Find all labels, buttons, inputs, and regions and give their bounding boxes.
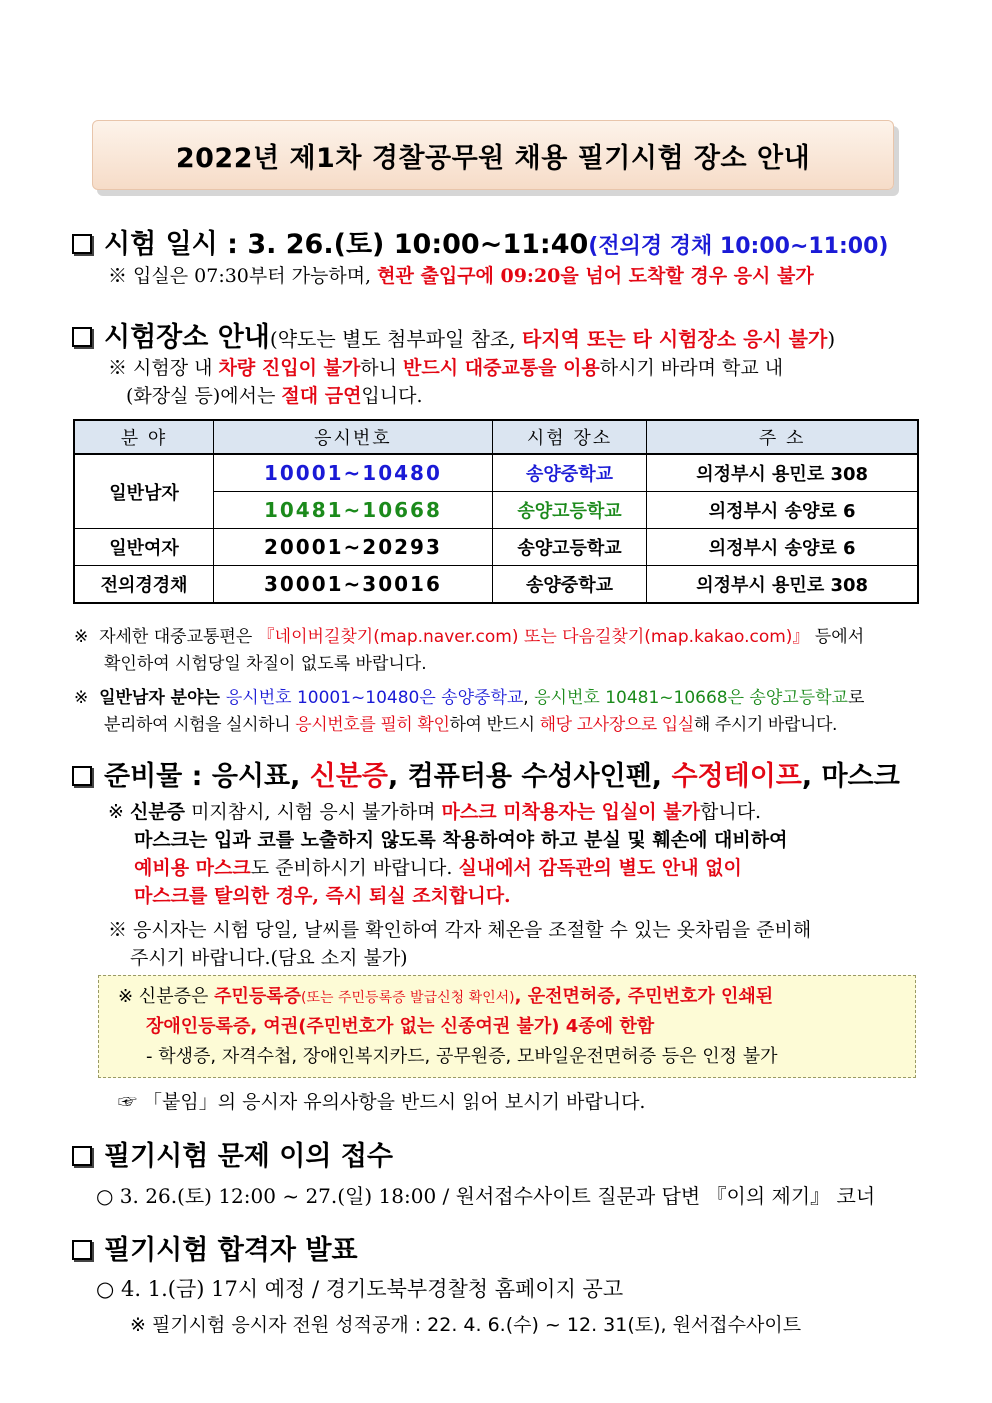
objection-item: [96, 1180, 875, 1209]
supplies-label: 준비물 : 응시표,: [104, 761, 310, 792]
id-box-red-small: (또는 주민등록증 발급신청 확인서): [301, 990, 515, 1006]
cell-field: 전의경경채: [74, 566, 214, 604]
male-split-note-line2: [104, 712, 837, 738]
section-supplies: [72, 754, 900, 793]
section-exam-datetime: [72, 222, 888, 261]
supplies-note-text: 주시기 바랍니다.(담요 소지 불가): [130, 947, 408, 969]
cell-number: 10001~10480: [214, 454, 493, 492]
venue-note-text: 하시기 바라며 학교 내: [599, 357, 784, 379]
cell-place: 송양고등학교: [492, 492, 647, 529]
exam-datetime-label: 시험 일시 : 3. 26.(토) 10:00~11:40: [104, 229, 589, 260]
section-objection: [72, 1134, 393, 1173]
cell-address: 의정부시 용민로 308: [647, 566, 918, 604]
section-venue-guide: [72, 315, 835, 354]
checkbox-square-icon: [72, 1240, 92, 1260]
transit-note: [74, 624, 864, 650]
supplies-label-red: 수정테이프: [671, 761, 802, 792]
page-title-text: 2022년 제1차 경찰공무원 채용 필기시험 장소 안내: [175, 142, 811, 174]
venue-note-red: 차량 진입이 불가: [218, 357, 361, 379]
male-note-text: 해 주시기 바랍니다.: [693, 715, 838, 735]
cell-number: 30001~30016: [214, 566, 493, 604]
checkbox-square-icon: [72, 1146, 92, 1166]
supplies-note-text: ※: [108, 801, 130, 823]
venue-paren-red: 타지역 또는 타 시험장소 응시 불가: [522, 327, 828, 351]
venue-paren-close: ): [827, 327, 836, 351]
venue-note-text: 입니다.: [361, 385, 423, 407]
header-number: 응시번호: [214, 420, 493, 454]
venue-note-text: (화장실 등)에서는: [126, 385, 282, 407]
supplies-note-text: 마스크는 입과 코를 노출하지 않도록 착용하여야 하고 분실 및 훼손에 대비하여: [134, 829, 788, 851]
male-note-green: 응시번호 10481~10668은 송양고등학교: [534, 688, 848, 708]
id-box-red: 주민등록증: [214, 986, 302, 1007]
id-box-red: , 운전면허증, 주민번호가 인쇄된: [514, 986, 774, 1007]
supplies-note-text: ※ 응시자는 시험 당일, 날씨를 확인하여 각자 체온을 조절할 수 있는 옷차림을 준비해: [108, 919, 812, 941]
entry-time-note: [108, 262, 814, 290]
male-note-red: 응시번호를 필히 확인: [295, 715, 450, 735]
male-note-text: 하여 반드시: [449, 715, 540, 735]
checkbox-square-icon: [72, 234, 92, 254]
cell-number: 20001~20293: [214, 529, 493, 566]
male-note-text: 분리하여 시험을 실시하니: [104, 715, 296, 735]
supplies-note-text: 합니다.: [699, 801, 762, 823]
supplies-note2-line2: [130, 944, 408, 972]
cell-address: 의정부시 송양로 6: [647, 492, 918, 529]
announcement-item-text: ○ 4. 1.(금) 17시 예정 / 경기도북부경찰청 홈페이지 공고: [96, 1277, 624, 1301]
transit-note-red: 『네이버길찾기(map.naver.com) 또는 다음길찾기(map.kakao.com)』: [257, 627, 810, 647]
cell-field: 일반남자: [74, 454, 214, 529]
transit-note-text: 등에서: [814, 627, 865, 647]
venue-table: [73, 419, 919, 604]
id-box-red: 장애인등록증, 여권(주민번호가 없는 신종여권 불가) 4종에 한함: [146, 1016, 655, 1037]
cell-address: 의정부시 송양로 6: [647, 529, 918, 566]
header-address: 주 소: [647, 420, 918, 454]
note-mark: ※: [74, 688, 89, 708]
exam-datetime-extra: (전의경 경채 10:00~11:00): [588, 234, 889, 259]
table-row: [74, 529, 918, 566]
supplies-note1-line4: [134, 882, 511, 910]
supplies-label: , 컴퓨터용 수성사인펜,: [388, 761, 672, 792]
supplies-note-text: 미지참시, 시험 응시 불가하며: [185, 801, 442, 823]
venue-paren-open: (약도는 별도 첨부파일 참조,: [269, 327, 523, 351]
entry-note-red: 현관 출입구에 09:20을 넘어 도착할 경우 응시 불가: [377, 265, 814, 287]
attachment-note-text: ☞ 「붙임」의 응시자 유의사항을 반드시 읽어 보시기 바랍니다.: [118, 1091, 646, 1113]
supplies-note-bold: 신분증: [129, 801, 186, 823]
cell-field: 일반여자: [74, 529, 214, 566]
checkbox-square-icon: [72, 766, 92, 786]
header-place: 시험 장소: [492, 420, 647, 454]
male-note-blue: 응시번호 10001~10480은 송양중학교: [225, 688, 524, 708]
male-note-text: 일반남자 분야는: [99, 688, 226, 708]
announcement-label: 필기시험 합격자 발표: [104, 1235, 358, 1266]
announcement-note: [130, 1310, 801, 1337]
male-note-red: 해당 고사장으로 입실: [539, 715, 694, 735]
id-box-line3: [146, 1044, 778, 1070]
checkbox-square-icon: [72, 327, 92, 347]
cell-place: 송양중학교: [492, 566, 647, 604]
note-mark: ※: [74, 627, 89, 647]
cell-address: 의정부시 용민로 308: [647, 454, 918, 492]
supplies-note2-line1: [108, 916, 811, 944]
table-header-row: [74, 420, 918, 454]
venue-note-text: 하니: [360, 357, 404, 379]
supplies-note-red: 마스크 미착용자는 입실이 불가: [441, 801, 700, 823]
supplies-note-red: 마스크를 탈의한 경우, 즉시 퇴실 조치합니다.: [134, 885, 511, 907]
objection-item-text: ○ 3. 26.(토) 12:00 ~ 27.(일) 18:00 / 원서접수사이트 질문과 답변 『이의 제기』 코너: [96, 1184, 876, 1208]
attachment-note: [118, 1088, 645, 1116]
venue-note-red: 반드시 대중교통을 이용: [403, 357, 600, 379]
venue-guide-label: 시험장소 안내: [104, 322, 270, 353]
section-announcement: [72, 1228, 358, 1267]
id-box-line1: [118, 984, 773, 1011]
id-box-text: ※ 신분증은: [118, 986, 215, 1007]
male-split-note: [74, 685, 864, 711]
supplies-note-red: 예비용 마스크: [134, 857, 251, 879]
header-field: 분 야: [74, 420, 214, 454]
objection-label: 필기시험 문제 이의 접수: [104, 1141, 394, 1172]
transit-note-text: 자세한 대중교통편은: [99, 627, 258, 647]
table-row: [74, 566, 918, 604]
cell-number: 10481~10668: [214, 492, 493, 529]
supplies-note1-line1: [108, 798, 761, 826]
transit-note-line2: [104, 651, 427, 677]
id-box-text: - 학생증, 자격수첩, 장애인복지카드, 공무원증, 모바일운전면허증 등은 인정 불가: [146, 1046, 778, 1067]
male-note-text: 로: [847, 688, 865, 708]
id-box-line2: [146, 1014, 654, 1040]
table-row: [74, 454, 918, 492]
supplies-note-red: 실내에서 감독관의 별도 안내 없이: [458, 857, 742, 879]
transit-note-text: 확인하여 시험당일 차질이 없도록 바랍니다.: [104, 654, 427, 674]
announcement-item: [96, 1273, 623, 1303]
supplies-note1-line2: [134, 826, 787, 854]
entry-note-text: ※ 입실은 07:30부터 가능하며,: [108, 265, 378, 287]
supplies-note1-line3: [134, 854, 742, 882]
venue-note-text: ※ 시험장 내: [108, 357, 219, 379]
page-title: [92, 120, 894, 190]
venue-note-red: 절대 금연: [281, 385, 362, 407]
supplies-label-red: 신분증: [309, 761, 388, 792]
cell-place: 송양고등학교: [492, 529, 647, 566]
supplies-label: , 마스크: [801, 761, 900, 792]
supplies-note-text: 도 준비하시기 바랍니다.: [250, 857, 459, 879]
venue-note-line1: [108, 354, 783, 382]
cell-place: 송양중학교: [492, 454, 647, 492]
announcement-note-text: ※ 필기시험 응시자 전원 성적공개 : 22. 4. 6.(수) ~ 12. 31(토), 원서접수사이트: [130, 1314, 802, 1336]
male-note-text: ,: [523, 688, 535, 708]
venue-note-line2: [126, 382, 423, 410]
